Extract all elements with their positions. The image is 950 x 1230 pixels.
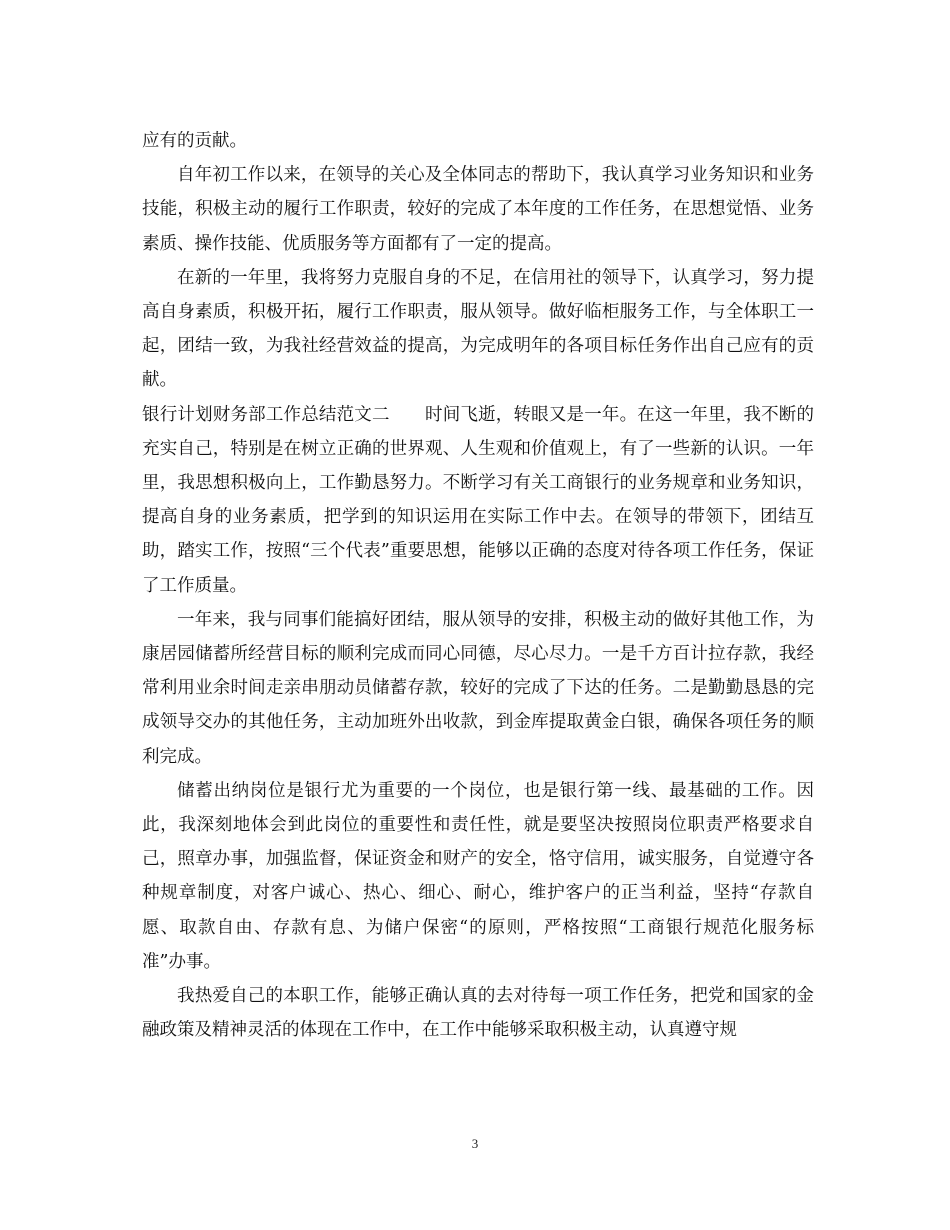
paragraph-4-section-title: 银行计划财务部工作总结范文二 时间飞逝，转眼又是一年。在这一年里，我不断的充实自己，特别是在树立正确的世界观、人生观和价值观上，有了一些新的认识。一年里，我思想积极向上，工作勤恳努力。不断学习有关工商银行的业务规章和业务知识，提高自身的业务素质，把学到的知识运用在实际工作中去。在领导的带领下，团结互助，踏实工作，按照“三个代表”重要思想，能够以正确的态度对待各项工作任务，保证了工作质量。 <box>142 404 814 596</box>
page-number: 3 <box>471 1136 479 1151</box>
document-body <box>142 124 814 1047</box>
paragraph-2: 自年初工作以来，在领导的关心及全体同志的帮助下，我认真学习业务知识和业务技能，积极主动的履行工作职责，较好的完成了本年度的工作任务，在思想觉悟、业务素质、操作技能、优质服务等方面都有了一定的提高。 <box>142 165 814 254</box>
paragraph-6: 储蓄出纳岗位是银行尤为重要的一个岗位，也是银行第一线、最基础的工作。因此，我深刻地体会到此岗位的重要性和责任性，就是要坚决按照岗位职责严格要求自己，照章办事，加强监督，保证资金和财产的安全，恪守信用，诚实服务，自觉遵守各种规章制度，对客户诚心、热心、细心、耐心，维护客户的正当利益，坚持“存款自愿、取款自由、存款有息、为储户保密“的原则，严格按照“工商银行规范化服务标准”办事。 <box>142 780 814 972</box>
paragraph-7: 我热爱自己的本职工作，能够正确认真的去对待每一项工作任务，把党和国家的金融政策及精神灵活的体现在工作中，在工作中能够采取积极主动，认真遵守规 <box>142 986 814 1041</box>
paragraph-3: 在新的一年里，我将努力克服自身的不足，在信用社的领导下，认真学习，努力提高自身素质，积极开拓，履行工作职责，服从领导。做好临柜服务工作，与全体职工一起，团结一致，为我社经营效益的提高，为完成明年的各项目标任务作出自己应有的贡献。 <box>142 267 814 391</box>
paragraph-5: 一年来，我与同事们能搞好团结，服从领导的安排，积极主动的做好其他工作，为康居园储蓄所经营目标的顺利完成而同心同德，尽心尽力。一是千方百计拉存款，我经常利用业余时间走亲串朋动员储蓄存款，较好的完成了下达的任务。二是勤勤恳恳的完成领导交办的其他任务，主动加班外出收款，到金库提取黄金白银，确保各项任务的顺利完成。 <box>142 609 814 767</box>
paragraph-1: 应有的贡献。 <box>142 131 247 151</box>
